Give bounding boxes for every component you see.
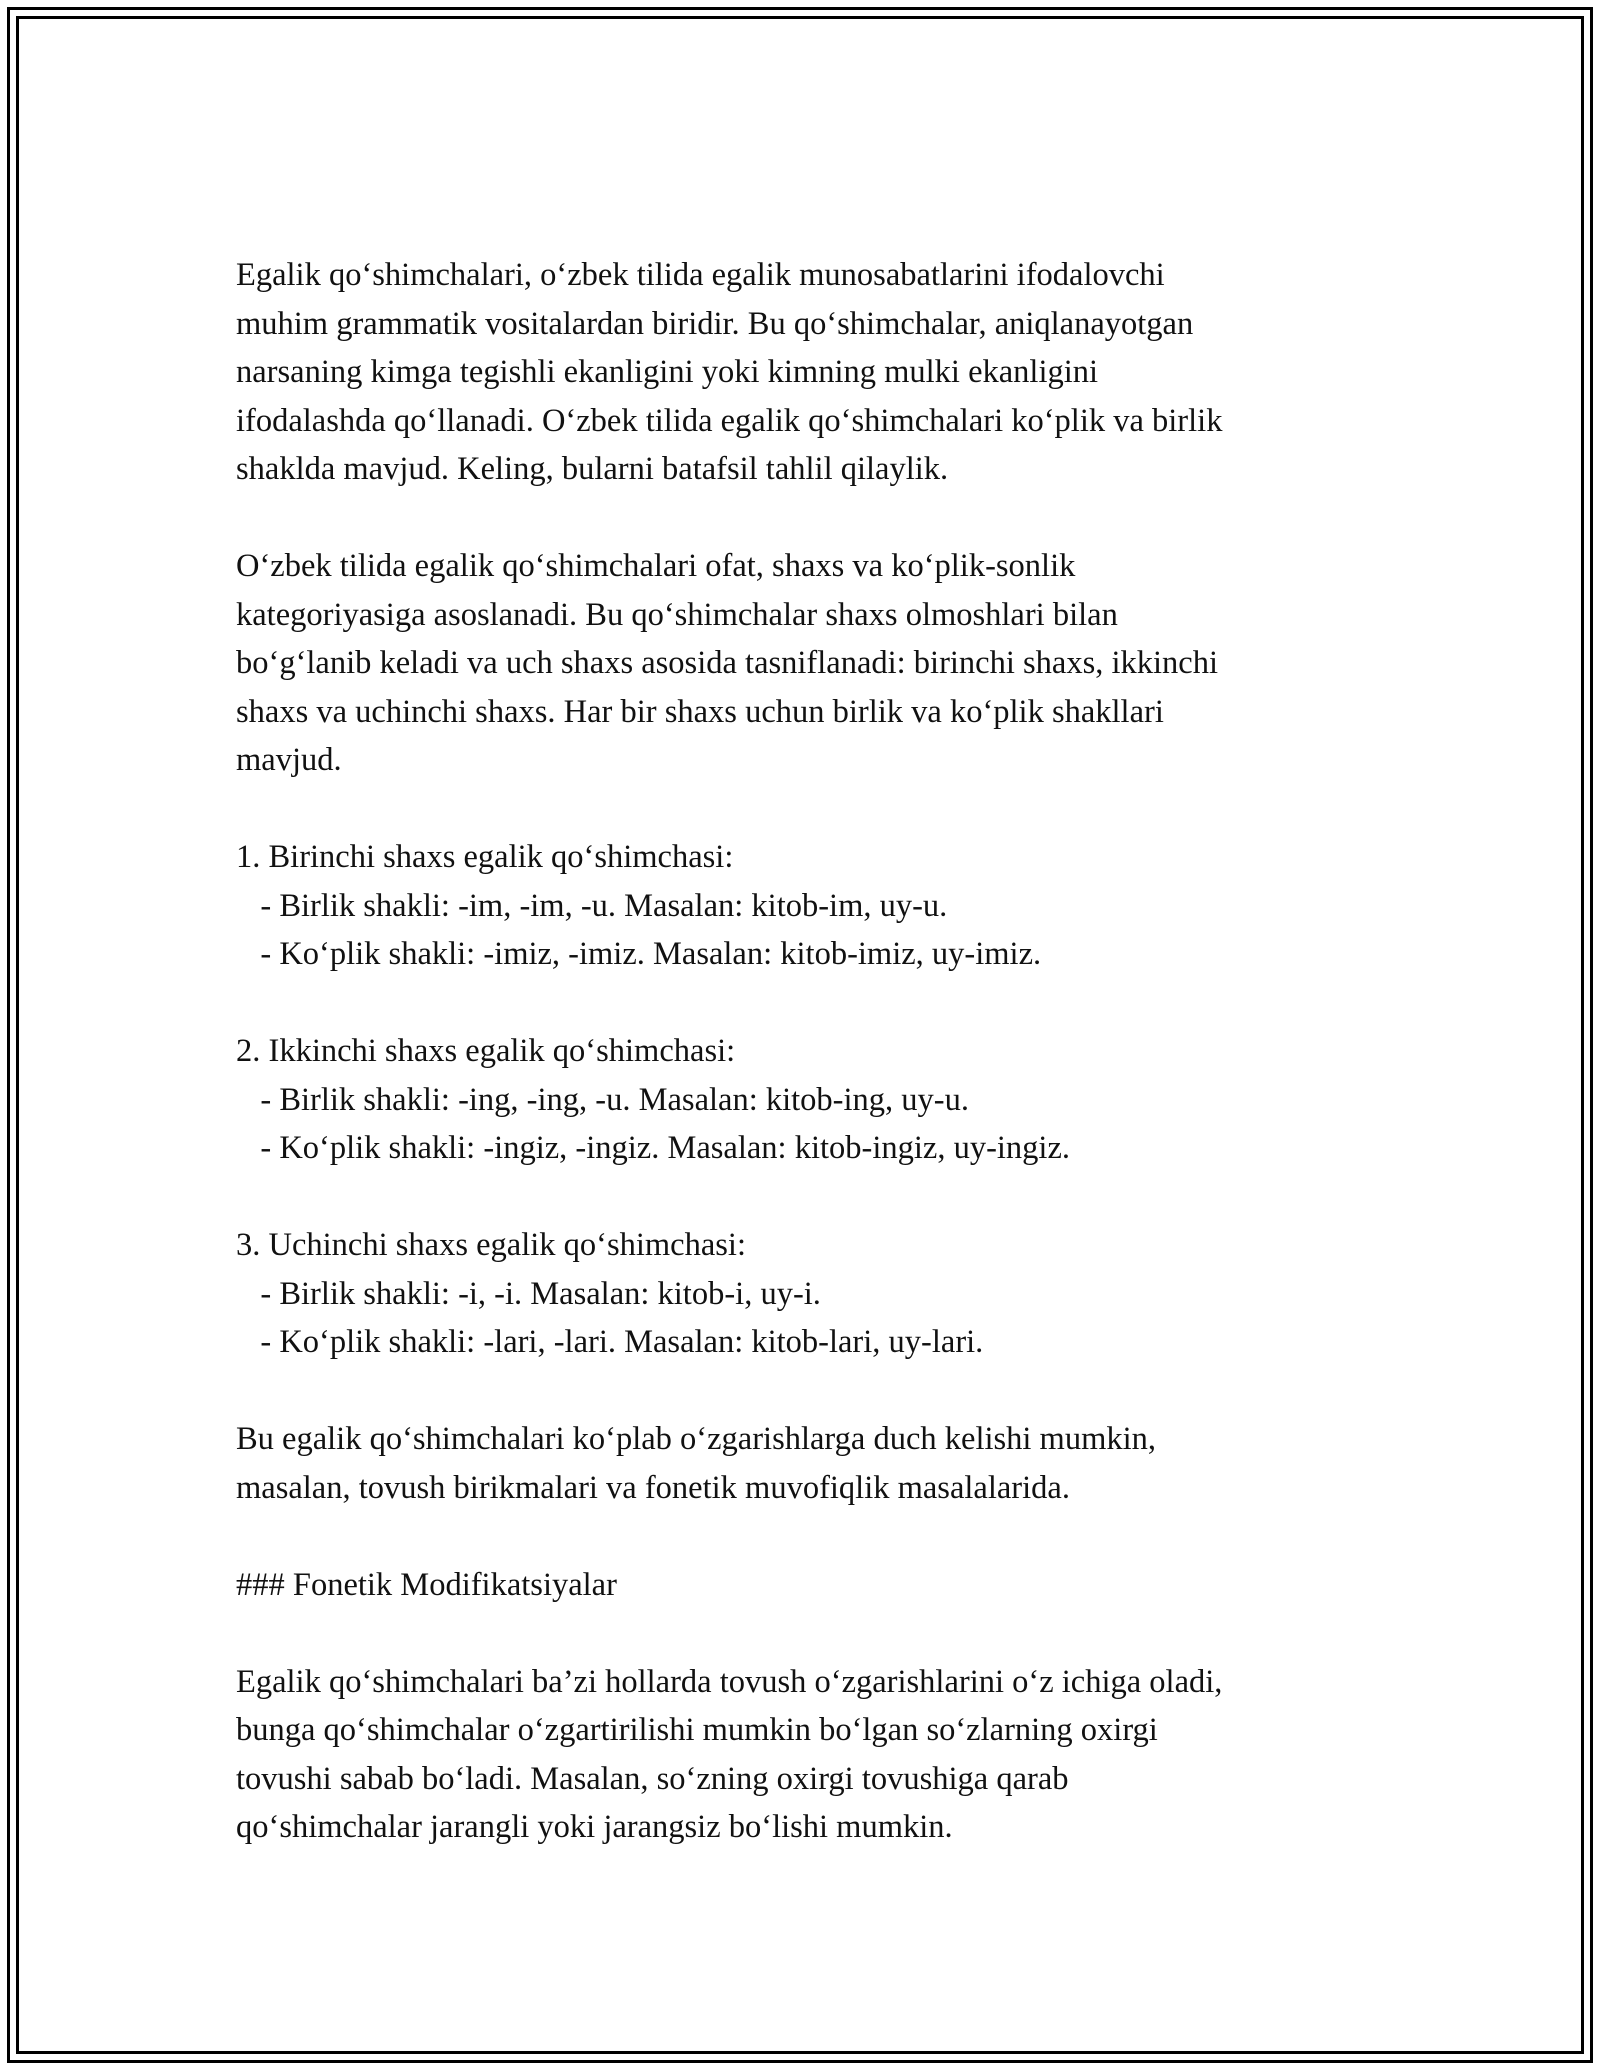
text-line: Bu egalik qo‘shimchalari ko‘plab o‘zgarishlarga duch kelishi mumkin, [236,1421,1157,1457]
text-line: shaxs va uchinchi shaxs. Har bir shaxs uchun birlik va ko‘plik shakllari [236,693,1164,730]
paragraph-categories [236,542,1366,785]
paragraph-intro [236,251,1366,494]
text-line: bo‘g‘lanib keladi va uch shaxs asosida tasniflanadi: birinchi shaxs, ikkinchi [236,645,1218,681]
list-second-person [236,1027,1366,1173]
list-heading: 2. Ikkinchi shaxs egalik qo‘shimchasi: [236,1033,736,1069]
text-line: Egalik qo‘shimchalari, o‘zbek tilida egalik munosabatlarini ifodalovchi [236,257,1165,293]
paragraph-spacer [236,1609,1366,1658]
list-item: - Ko‘plik shakli: -imiz, -imiz. Masalan: kitob-imiz, uy-imiz. [236,936,1042,972]
text-line: muhim grammatik vositalardan biridir. Bu qo‘shimchalar, aniqlanayotgan [236,305,1194,342]
paragraph-changes [236,1415,1366,1512]
text-line: mavjud. [236,742,342,778]
text-line: tovushi sabab bo‘ladi. Masalan, so‘zning oxirgi tovushiga qarab [236,1760,1069,1797]
list-first-person [236,833,1366,979]
document-body [236,251,1366,1852]
text-line: O‘zbek tilida egalik qo‘shimchalari ofat, shaxs va ko‘plik-sonlik [236,548,1076,584]
paragraph-spacer [236,1367,1366,1416]
list-heading: 3. Uchinchi shaxs egalik qo‘shimchasi: [236,1227,746,1263]
text-line: narsaning kimga tegishli ekanligini yoki kimning mulki ekanligini [236,354,1099,390]
list-item: - Ko‘plik shakli: -ingiz, -ingiz. Masalan: kitob-ingiz, uy-ingiz. [236,1130,1071,1166]
paragraph-spacer [236,494,1366,543]
list-item: - Birlik shakli: -im, -im, -u. Masalan: kitob-im, uy-u. [236,887,948,924]
text-line: bunga qo‘shimchalar o‘zgartirilishi mumkin bo‘lgan so‘zlarning oxirgi [236,1712,1158,1748]
list-third-person [236,1221,1366,1367]
text-line: shaklda mavjud. Keling, bularni batafsil tahlil qilaylik. [236,451,949,487]
list-item: - Birlik shakli: -ing, -ing, -u. Masalan: kitob-ing, uy-u. [236,1081,969,1118]
paragraph-spacer [236,785,1366,834]
text-line: ifodalashda qo‘llanadi. O‘zbek tilida egalik qo‘shimchalari ko‘plik va birlik [236,402,1223,439]
paragraph-spacer [236,979,1366,1028]
text-line: Egalik qo‘shimchalari ba’zi hollarda tovush o‘zgarishlarini o‘z ichiga oladi, [236,1663,1223,1700]
text-line: masalan, tovush birikmalari va fonetik muvofiqlik masalalarida. [236,1469,1070,1506]
paragraph-phonetic [236,1658,1366,1852]
text-line: qo‘shimchalar jarangli yoki jarangsiz bo‘lishi mumkin. [236,1809,953,1845]
text-line: kategoriyasiga asoslanadi. Bu qo‘shimchalar shaxs olmoshlari bilan [236,596,1118,633]
paragraph-spacer [236,1512,1366,1561]
paragraph-spacer [236,1173,1366,1222]
list-item: - Ko‘plik shakli: -lari, -lari. Masalan: kitob-lari, uy-lari. [236,1324,984,1360]
section-heading: ### Fonetik Modifikatsiyalar [236,1566,617,1603]
list-item: - Birlik shakli: -i, -i. Masalan: kitob-i, uy-i. [236,1275,821,1312]
list-heading: 1. Birinchi shaxs egalik qo‘shimchasi: [236,839,734,875]
